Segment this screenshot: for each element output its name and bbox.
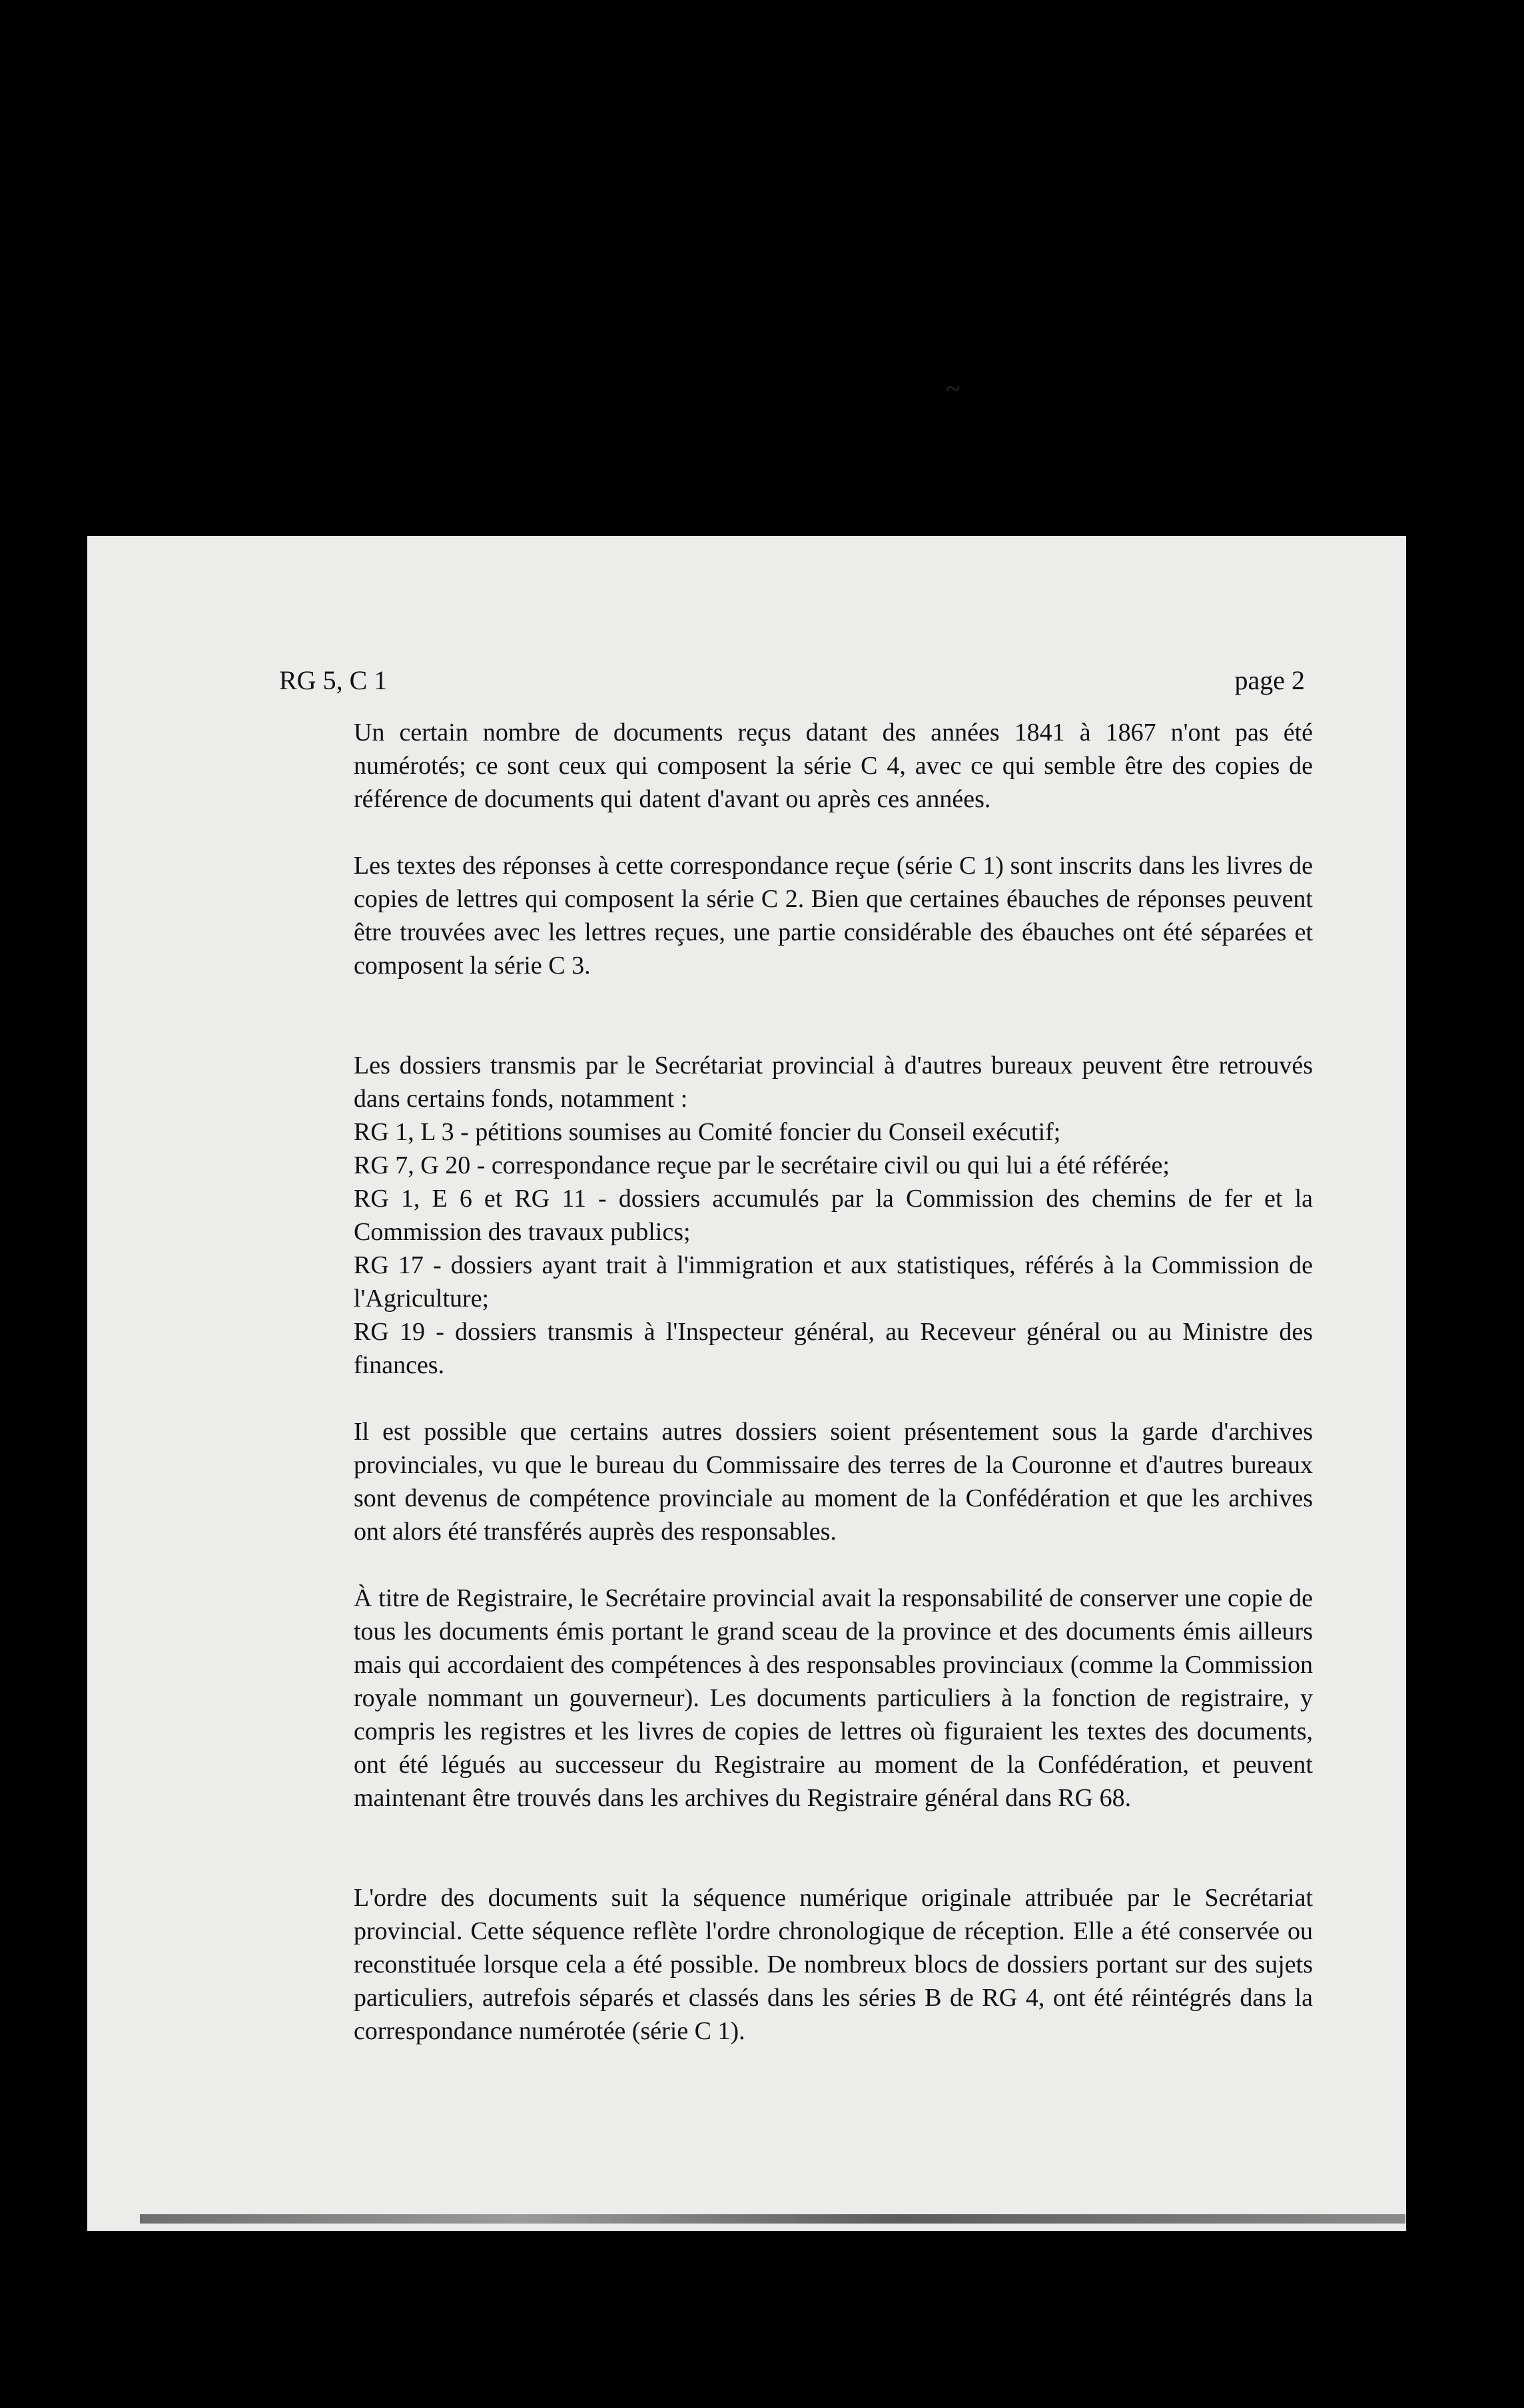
transfers-section — [354, 1049, 1313, 1382]
list-item: RG 1, E 6 et RG 11 - dossiers accumulés par la Commission des chemins de fer et la Commission des travaux publics; — [354, 1185, 1313, 1246]
transfers-intro: Les dossiers transmis par le Secrétariat provincial à d'autres bureaux peuvent être retrouvés dans certains fonds, notamment : — [354, 1052, 1313, 1113]
page-number: page 2 — [1234, 665, 1305, 695]
document-body — [354, 716, 1313, 2081]
list-item: RG 19 - dossiers transmis à l'Inspecteur général, au Receveur général ou au Ministre des finances. — [354, 1318, 1313, 1379]
paragraph-registrar: À titre de Registraire, le Secrétaire provincial avait la responsabilité de conserver une copie de tous les documents émis portant le grand sceau de la province et des documents émis ailleurs mais qui accordaient des compétences à des responsables provinciaux (comme la Commission royale nommant un gouverneur). Les documents particuliers à la fonction de registraire, y compris les registres et les livres de copies de lettres où figuraient les textes des documents, ont été légués au successeur du Registraire au moment de la Confédération, et peuvent maintenant être trouvés dans les archives du Registraire général dans RG 68. — [354, 1584, 1313, 1812]
paragraph-replies: Les textes des réponses à cette correspondance reçue (série C 1) sont inscrits dans les livres de copies de lettres qui composent la série C 2. Bien que certaines ébauches de réponses peuvent être trouvées avec les lettres reçues, une partie considérable des ébauches ont été séparées et composent la série C 3. — [354, 852, 1313, 980]
document-page — [87, 536, 1406, 2231]
scan-edge-strip — [140, 2214, 1405, 2224]
scan-artifact: ~ — [946, 374, 960, 404]
paragraph-provincial-archives: Il est possible que certains autres dossiers soient présentement sous la garde d'archives provinciales, vu que le bureau du Commissaire des terres de la Couronne et d'autres bureaux sont devenus de compétence provinciale au moment de la Confédération et que les archives ont alors été transférés auprès des responsables. — [354, 1418, 1313, 1546]
list-item: RG 7, G 20 - correspondance reçue par le secrétaire civil ou qui lui a été référée; — [354, 1151, 1170, 1179]
paragraph-unnumbered-documents: Un certain nombre de documents reçus datant des années 1841 à 1867 n'ont pas été numérotés; ce sont ceux qui composent la série C 4, avec ce qui semble être des copies de référence de documents qui datent d'avant ou après ces années. — [354, 719, 1313, 813]
paragraph-document-order: L'ordre des documents suit la séquence numérique originale attribuée par le Secrétariat provincial. Cette séquence reflète l'ordre chronologique de réception. Elle a été conservée ou reconstituée lorsque cela a été possible. De nombreux blocs de dossiers portant sur des sujets particuliers, autrefois séparés et classés dans les séries B de RG 4, ont été réintégrés dans la correspondance numérotée (série C 1). — [354, 1884, 1313, 2045]
list-item: RG 17 - dossiers ayant trait à l'immigration et aux statistiques, référés à la Commission de l'Agriculture; — [354, 1251, 1313, 1313]
transfers-list — [354, 1115, 1313, 1382]
list-item: RG 1, L 3 - pétitions soumises au Comité foncier du Conseil exécutif; — [354, 1118, 1061, 1146]
page-header — [279, 665, 1305, 696]
document-reference: RG 5, C 1 — [279, 665, 388, 695]
